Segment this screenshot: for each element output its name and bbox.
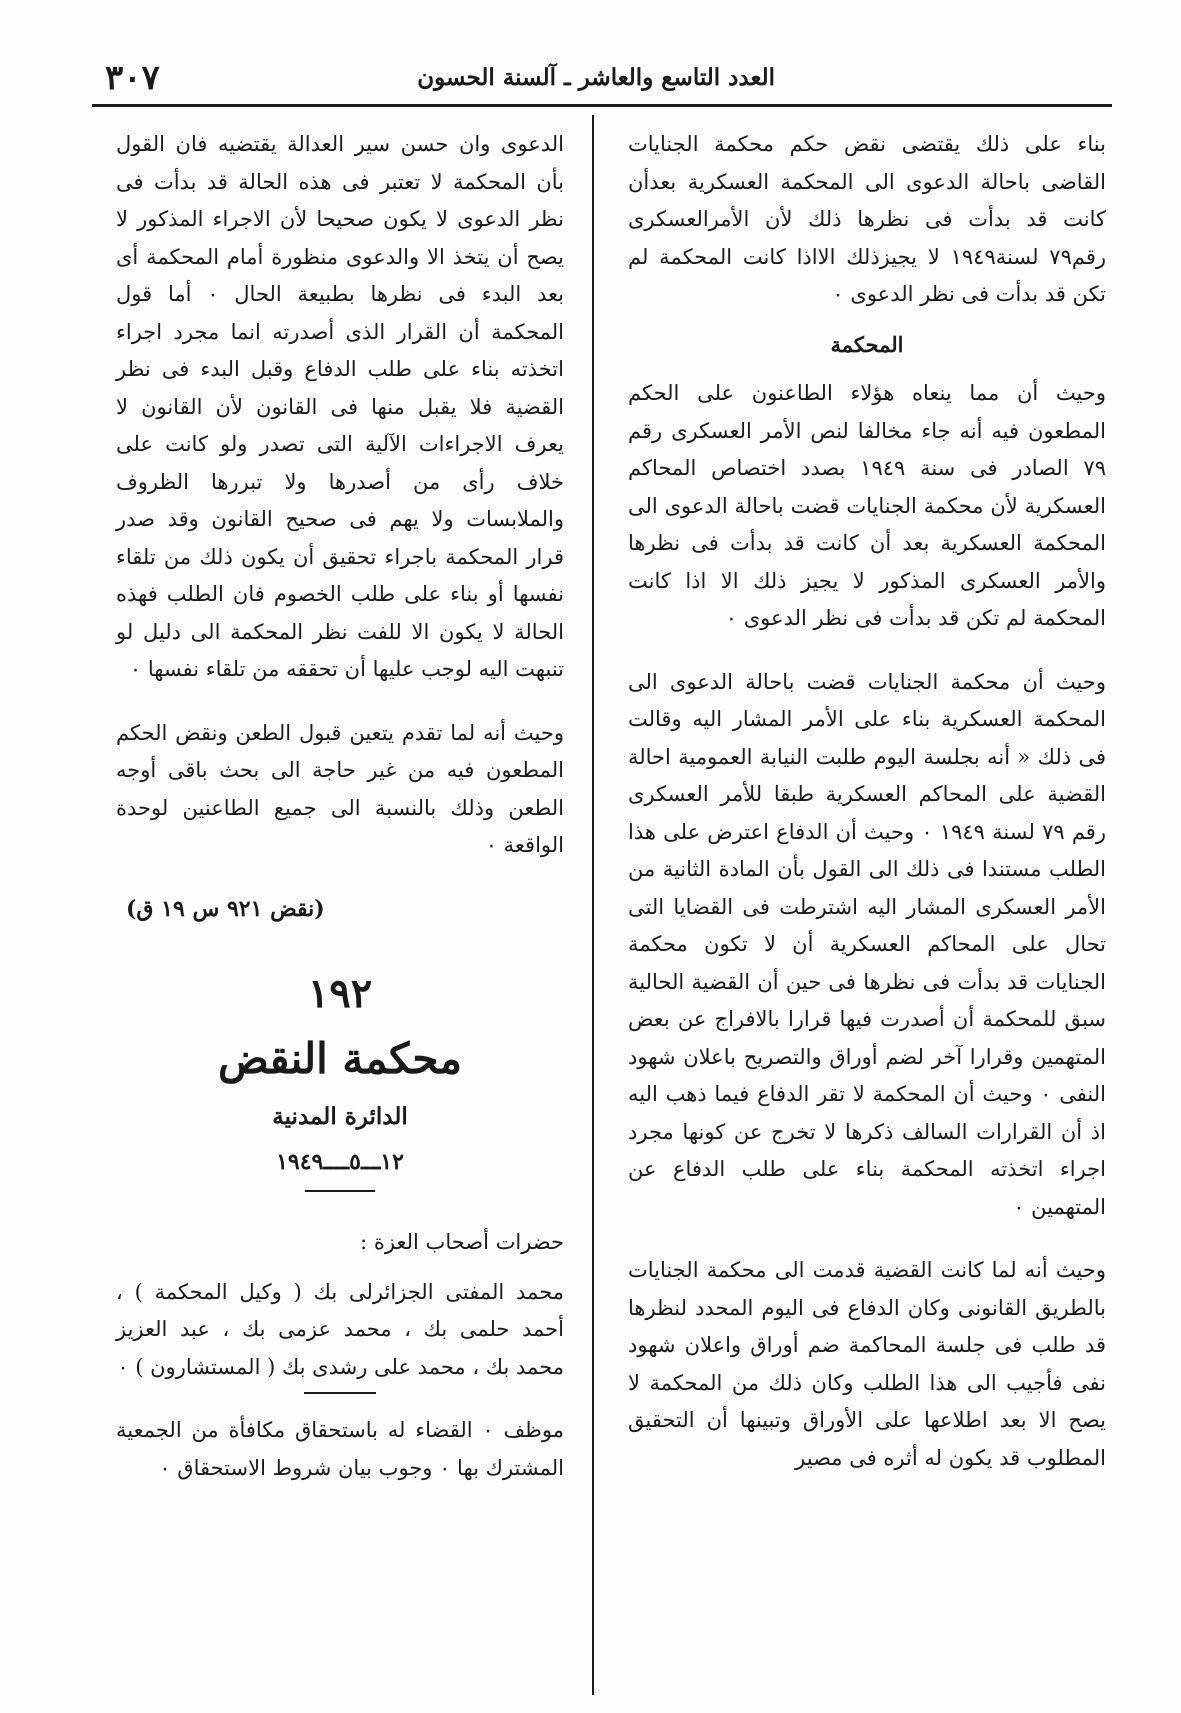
paragraph: وحيث أنه لما تقدم يتعين قبول الطعن ونقض الحكم المطعون فيه من غير حاجة الى بحث باقى أوجه الطعن وذلك بالنسبة الى جميع الطاعنين لوحدة الواقعة ٠ (116, 720, 564, 857)
paragraph: وحيث أن مما ينعاه هؤلاء الطاعنون على الحكم المطعون فيه أنه جاء مخالفا لنص الأمر العسكرى رقم ٧٩ الصادر فى سنة ١٩٤٩ بصدد اختصاص المحاكم العسكرية لأن محكمة الجنايات قضت باحالة الدعوى الى المحكمة العسكرية بعد أن كانت قد بدأت فى نظرها والأمر العسكرى المذكور لا يجيز ذلك الا اذا كانت المحكمة لم تكن قد بدأت فى نظر الدعوى ٠ (628, 381, 1106, 630)
court-circuit: الدائرة المدنية (272, 1103, 408, 1130)
page-header (95, 58, 1105, 98)
left-column (116, 126, 564, 1487)
case-citation: (نقض ٩٢١ س ١٩ ق) (126, 895, 325, 922)
separator-rule (304, 1392, 376, 1394)
paragraph: وحيث أن محكمة الجنايات قضت باحالة الدعوى الى المحكمة العسكرية بناء على الأمر المشار اليه وقالت فى ذلك « أنه بجلسة اليوم طلبت النيابة العمومية احالة القضية على المحاكم العسكرية طبقا للأمر العسكرى رقم ٧٩ لسنة ١٩٤٩ ٠ وحيث أن الدفاع اعترض على هذا الطلب مستندا فى ذلك الى القول بأن المادة الثانية من الأمر العسكرى المشار اليه اشترطت فى القضايا التى تحال على المحاكم العسكرية أن لا تكون محكمة الجنايات قد بدأت فى نظرها فى حين أن القضية الحالية سبق للمحكمة أن أصدرت فيها قرارا بالافراج عن بعض المتهمين وقرارا آخر لضم أوراق والتصريح باعلان شهود النفى ٠ وحيث أن المحكمة لا تقر الدفاع فيما ذهب اليه اذ أن القرارات السالف ذكرها لا تخرج عن كونها مجرد اجراء اتخذته المحكمة بناء على طلب الدفاع عن المتهمين ٠ (628, 669, 1106, 1219)
headnote: موظف ٠ القضاء له باستحقاق مكافأة من الجمعية المشترك بها ٠ وجوب بيان شروط الاستحقاق ٠ (116, 1418, 564, 1480)
bench-names: محمد المفتى الجزائرلى بك ( وكيل المحكمة ) ، أحمد حلمى بك ، محمد عزمى بك ، عبد العزيز محمد بك ، محمد على رشدى بك ( المستشارون ) ٠ (116, 1279, 564, 1379)
column-divider (592, 115, 594, 1695)
right-column (628, 126, 1106, 1477)
paragraph: الدعوى وان حسن سير العدالة يقتضيه فان القول بأن المحكمة لا تعتبر فى هذه الحالة قد بدأت فى نظر الدعوى لا يكون صحيحا لأن الاجراء المذكور لا يصح أن يتخذ الا والدعوى منظورة أمام المحكمة أى بعد البدء فى نظرها بطبيعة الحال ٠ أما قول المحكمة أن القرار الذى أصدرته انما مجرد اجراء اتخذته بناء على طلب الدفاع وقبل البدء فى نظر القضية فلا يقبل منها فى القانون لأن القانون لا يعرف الاجراءات الآلية التى تصدر ولو كانت على خلاف رأى من أصدرها ولا تبررها الظروف والملابسات ولا يهم فى صحيح القانون وقد صدر قرار المحكمة باجراء تحقيق أن يكون ذلك من تلقاء نفسها أو بناء على طلب الخصوم فان الطلب فهذه الحالة لا يكون الا للفت نظر المحكمة الى دليل لو تنبهت اليه لوجب عليها أن تحققه من تلقاء نفسها ٠ (116, 132, 564, 681)
section-heading: المحكمة (830, 331, 904, 357)
judgment-date: ١٢ـــ٥ــــ١٩٤٩ (276, 1149, 404, 1175)
bench-intro: حضرات أصحاب العزة : (360, 1230, 564, 1254)
page-number: ٣٠٧ (105, 58, 160, 98)
court-name: محكمة النقض (217, 1034, 463, 1083)
header-rule (92, 104, 1112, 107)
paragraph: وحيث أنه لما كانت القضية قدمت الى محكمة الجنايات بالطريق القانونى وكان الدفاع فى اليوم المحدد لنظرها قد طلب فى جلسة المحاكمة ضم أوراق واعلان شهود نفى فأجيب الى هذا الطلب وكان ذلك من المحكمة لا يصح الا بعد اطلاعها على الأوراق وتبينها أن التحقيق المطلوب قد يكون له أثره فى مصير (628, 1258, 1106, 1470)
case-number: ١٩٢ (307, 970, 373, 1017)
running-head: العدد التاسع والعاشر ـ آلسنة الحسون (417, 64, 775, 91)
separator-rule (305, 1190, 375, 1192)
paragraph: بناء على ذلك يقتضى نقض حكم محكمة الجنايات القاضى باحالة الدعوى الى المحكمة العسكرية بعدأن كانت قد بدأت فى نظرها ذلك لأن الأمرالعسكرى رقم٧٩ لسنة١٩٤٩ لا يجيزذلك الااذا كانت المحكمة لم تكن قد بدأت فى نظر الدعوى ٠ (628, 132, 1107, 306)
